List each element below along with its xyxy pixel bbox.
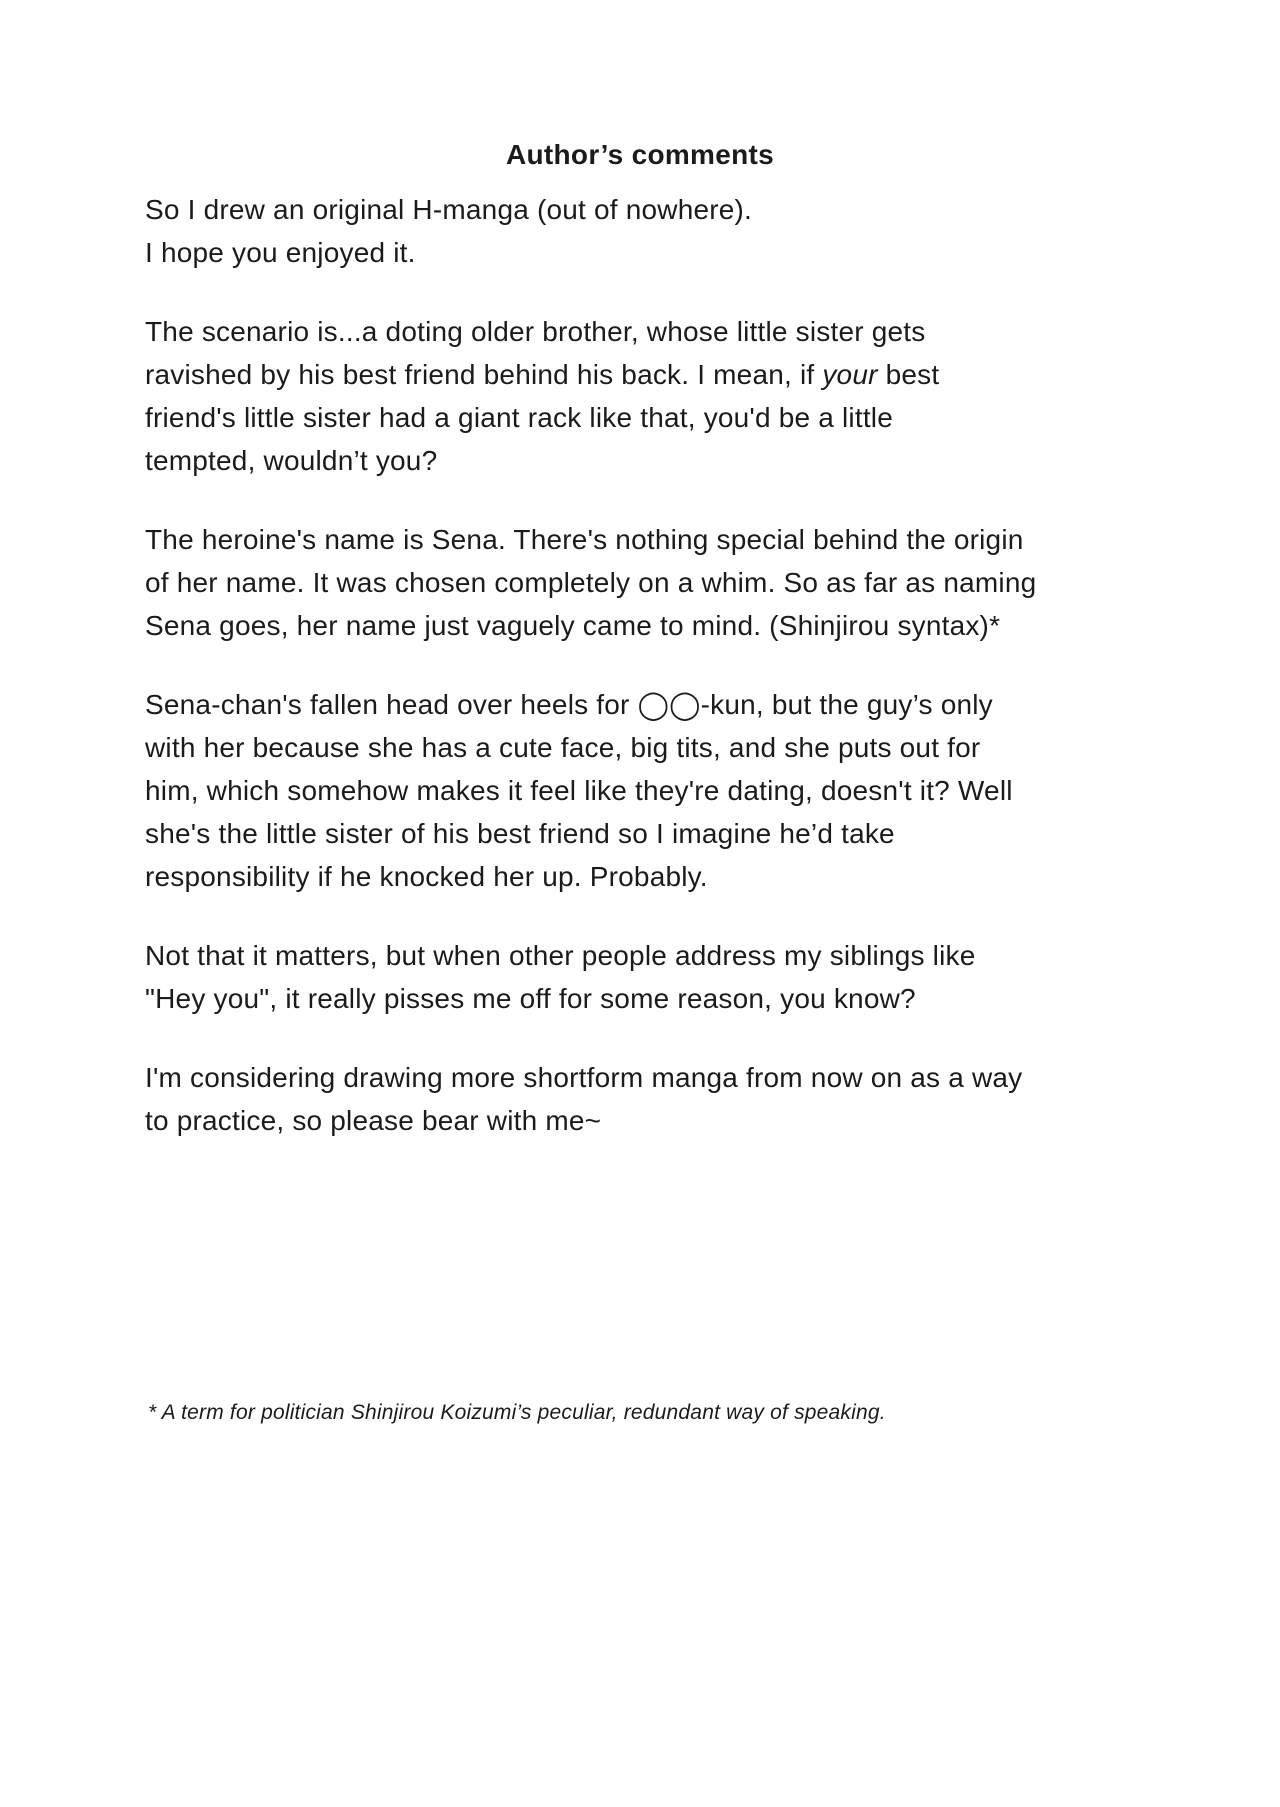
text-line: I hope you enjoyed it. [145,237,416,268]
text-line: friend's little sister had a giant rack like that, you'd be a little [145,402,893,433]
text-line: Not that it matters, but when other people address my siblings like [145,940,976,971]
paragraph [145,683,1135,898]
text-line: Sena-chan's fallen head over heels for ◯◯-kun, but the guy’s only [145,689,993,720]
text-line: of her name. It was chosen completely on a whim. So as far as naming [145,567,1037,598]
text-line: Sena goes, her name just vaguely came to mind. (Shinjirou syntax)* [145,610,1001,641]
paragraph [145,188,1135,274]
paragraph [145,934,1135,1020]
text-line: him, which somehow makes it feel like they're dating, doesn't it? Well [145,775,1013,806]
text-line: "Hey you", it really pisses me off for some reason, you know? [145,983,916,1014]
paragraphs [145,188,1135,1142]
text-line: The scenario is...a doting older brother, whose little sister gets [145,316,926,347]
text-line: with her because she has a cute face, big tits, and she puts out for [145,732,981,763]
paragraph [145,310,1135,482]
page-content [145,0,1135,1142]
text-line: she's the little sister of his best friend so I imagine he’d take [145,818,895,849]
footnote: * A term for politician Shinjirou Koizumi’s peculiar, redundant way of speaking. [148,1401,886,1424]
text-line: The heroine's name is Sena. There's nothing special behind the origin [145,524,1024,555]
paragraph [145,1056,1135,1142]
paragraph [145,518,1135,647]
text-line: So I drew an original H-manga (out of nowhere). [145,194,753,225]
text-line: to practice, so please bear with me~ [145,1105,602,1136]
text-line: ravished by his best friend behind his back. I mean, if your best [145,359,940,390]
page-title: Author’s comments [505,139,775,170]
text-line: I'm considering drawing more shortform manga from now on as a way [145,1062,1023,1093]
text-line: tempted, wouldn’t you? [145,445,438,476]
text-line: responsibility if he knocked her up. Probably. [145,861,708,892]
